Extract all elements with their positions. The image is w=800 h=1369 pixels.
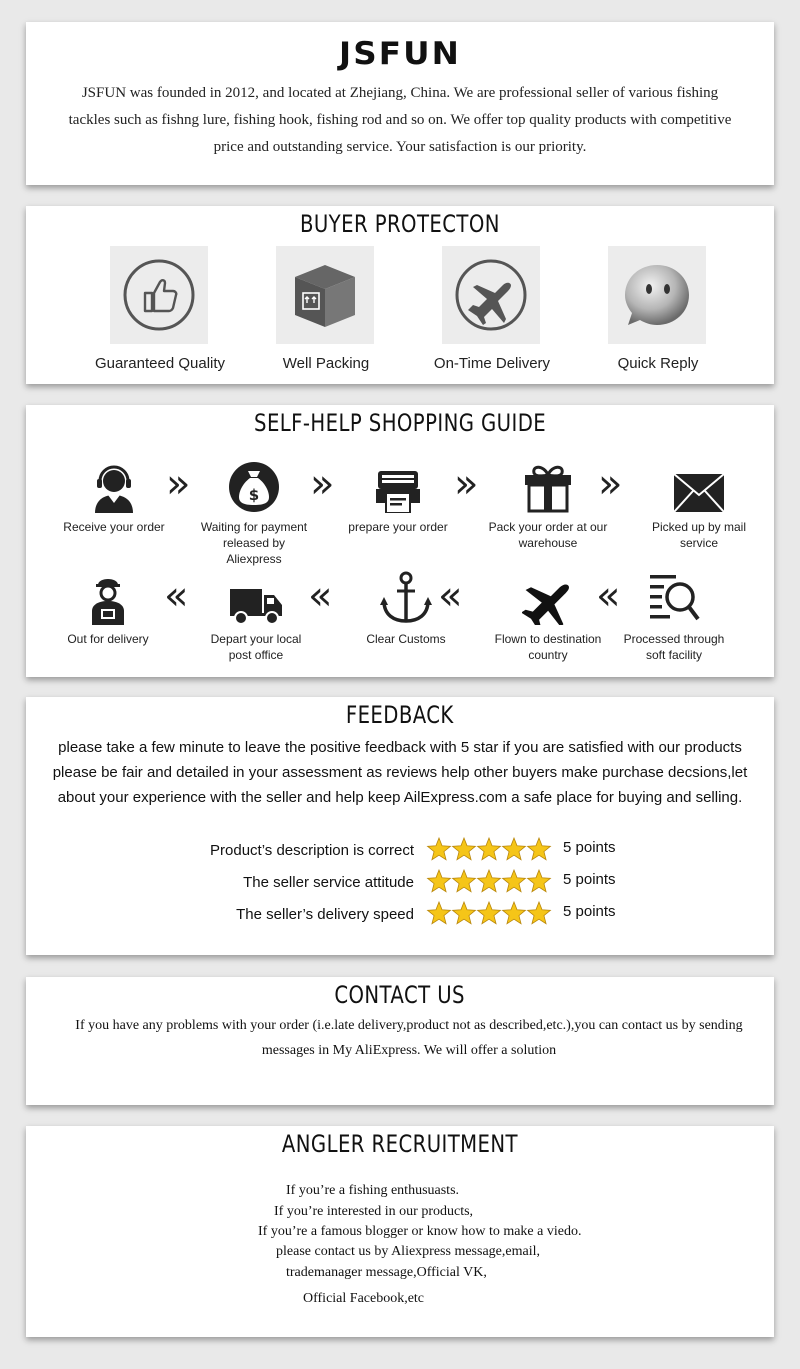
star-icon xyxy=(503,838,526,860)
protection-label: Guaranteed Quality xyxy=(94,355,226,372)
protection-item-quality xyxy=(94,246,226,372)
brand-card xyxy=(26,22,774,185)
chat-bubble-icon xyxy=(617,255,697,335)
arrow-left-icon: « xyxy=(164,573,189,619)
recruit-line: Official Facebook,etc xyxy=(303,1291,425,1306)
buyer-protection-card xyxy=(26,206,774,384)
guide-step xyxy=(478,455,618,551)
arrow-left-icon: « xyxy=(308,573,333,619)
arrow-right-icon: » xyxy=(310,461,335,507)
section-title: ANGLER RECRUITMENT xyxy=(281,1130,519,1158)
guide-step-label: Picked up by mail service xyxy=(651,520,747,550)
search-document-icon xyxy=(648,573,700,625)
printer-icon xyxy=(374,469,422,513)
guide-step-label: Pack your order at our warehouse xyxy=(488,520,608,550)
section-title: SELF-HELP SHOPPING GUIDE xyxy=(253,409,547,437)
shopping-guide-card xyxy=(26,405,774,677)
star-icon xyxy=(478,838,501,860)
star-icon xyxy=(503,870,526,892)
star-icon xyxy=(453,838,476,860)
section-title: BUYER PROTECTON xyxy=(300,210,500,238)
star-icon xyxy=(528,870,551,892)
guide-step xyxy=(38,567,178,647)
stars-svg xyxy=(426,869,552,895)
star-icon xyxy=(428,870,451,892)
guide-step xyxy=(604,567,744,663)
star-icon xyxy=(528,902,551,924)
recruit-line: If you’re a famous blogger or know how to make a viedo. xyxy=(258,1224,582,1239)
contact-line: If you have any problems with your order (i.e.late delivery,product not as described,etc.),you can contact us by sending xyxy=(75,1018,743,1033)
star-icon xyxy=(478,902,501,924)
guide-step-label: Processed through soft facility xyxy=(623,632,725,662)
star-icon xyxy=(478,870,501,892)
protection-label: Quick Reply xyxy=(617,355,699,372)
arrow-right-icon: » xyxy=(598,461,623,507)
arrow-right-icon: » xyxy=(166,461,191,507)
star-icon xyxy=(528,838,551,860)
feedback-line: about your experience with the seller and help keep AilExpress.com a safe place for buying and selling. xyxy=(57,789,743,806)
rating-points: 5 points xyxy=(563,839,616,856)
star-rating xyxy=(426,901,552,932)
contact-text xyxy=(44,1013,774,1063)
guide-step xyxy=(44,455,184,535)
feedback-text xyxy=(38,735,762,810)
section-title: CONTACT US xyxy=(334,981,466,1009)
brand-logo: JSFUN xyxy=(339,36,461,72)
contact-line: messages in My AliExpress. We will offer a solution xyxy=(261,1043,557,1058)
intro-line: tackles such as fishng lure, fishing hook, fishing rod and so on. We offer top quality products with competitive xyxy=(68,112,732,128)
money-bag-icon xyxy=(228,461,280,513)
arrow-left-icon: « xyxy=(438,573,463,619)
recruit-line: If you’re a fishing enthusuasts. xyxy=(286,1183,460,1198)
contact-card xyxy=(26,977,774,1105)
intro-line: price and outstanding service. Your satisfaction is our priority. xyxy=(213,139,587,155)
section-title: FEEDBACK xyxy=(346,701,454,729)
gift-box-icon xyxy=(522,461,574,513)
arrow-right-icon: » xyxy=(454,461,479,507)
rating-row xyxy=(26,901,774,929)
rating-row xyxy=(26,869,774,897)
guide-step xyxy=(186,567,326,663)
protection-item-reply xyxy=(608,246,708,372)
rating-label: Product’s description is correct xyxy=(210,842,414,859)
anchor-icon xyxy=(380,571,432,625)
svg-text:$: $ xyxy=(248,486,260,504)
arrow-left-icon: « xyxy=(596,573,621,619)
thumbs-up-icon xyxy=(121,257,197,333)
stars-svg xyxy=(426,837,552,863)
rating-row xyxy=(26,837,774,865)
guide-step xyxy=(629,455,769,551)
recruit-line: please contact us by Aliexpress message,email, xyxy=(276,1244,540,1259)
protection-label: Well Packing xyxy=(282,355,370,372)
guide-step-label: Out for delivery xyxy=(67,632,149,646)
airplane-icon xyxy=(453,257,529,333)
star-icon xyxy=(503,902,526,924)
plane-icon xyxy=(522,581,574,625)
protection-item-packing xyxy=(276,246,376,372)
star-rating xyxy=(426,837,552,868)
guide-step-label: Flown to destination country xyxy=(494,632,602,662)
recruit-line: trademanager message,Official VK, xyxy=(286,1265,487,1280)
protection-item-delivery xyxy=(433,246,551,372)
rating-label: The seller service attitude xyxy=(243,874,414,891)
guide-step-label: Depart your local post office xyxy=(210,632,302,662)
recruitment-card xyxy=(26,1126,774,1337)
guide-step-label: Clear Customs xyxy=(366,632,446,646)
intro-line: JSFUN was founded in 2012, and located at Zhejiang, China. We are professional seller of various fishing xyxy=(81,85,719,101)
stars-svg xyxy=(426,901,552,927)
star-icon xyxy=(453,902,476,924)
guide-step-label: Waiting for payment released by Aliexpress xyxy=(200,520,308,566)
rating-points: 5 points xyxy=(563,871,616,888)
rating-points: 5 points xyxy=(563,903,616,920)
star-icon xyxy=(428,838,451,860)
star-icon xyxy=(453,870,476,892)
truck-icon xyxy=(229,585,283,625)
envelope-icon xyxy=(673,473,725,513)
feedback-line: please take a few minute to leave the positive feedback with 5 star if you are satisfied with our products xyxy=(58,739,742,756)
star-rating xyxy=(426,869,552,900)
feedback-line: please be fair and detailed in your assessment as reviews help other buyers make purchase decsions,let xyxy=(52,764,748,781)
package-box-icon xyxy=(285,257,365,333)
guide-step xyxy=(328,455,468,535)
brand-intro xyxy=(56,80,744,161)
protection-label: On-Time Delivery xyxy=(433,355,551,372)
guide-step-label: prepare your order xyxy=(348,520,448,534)
rating-label: The seller’s delivery speed xyxy=(236,906,414,923)
customer-service-icon xyxy=(91,461,137,513)
recruit-line: If you’re interested in our products, xyxy=(274,1204,474,1219)
feedback-card xyxy=(26,697,774,955)
star-icon xyxy=(428,902,451,924)
courier-icon xyxy=(88,573,128,625)
guide-step xyxy=(184,455,324,567)
guide-step-label: Receive your order xyxy=(63,520,165,534)
